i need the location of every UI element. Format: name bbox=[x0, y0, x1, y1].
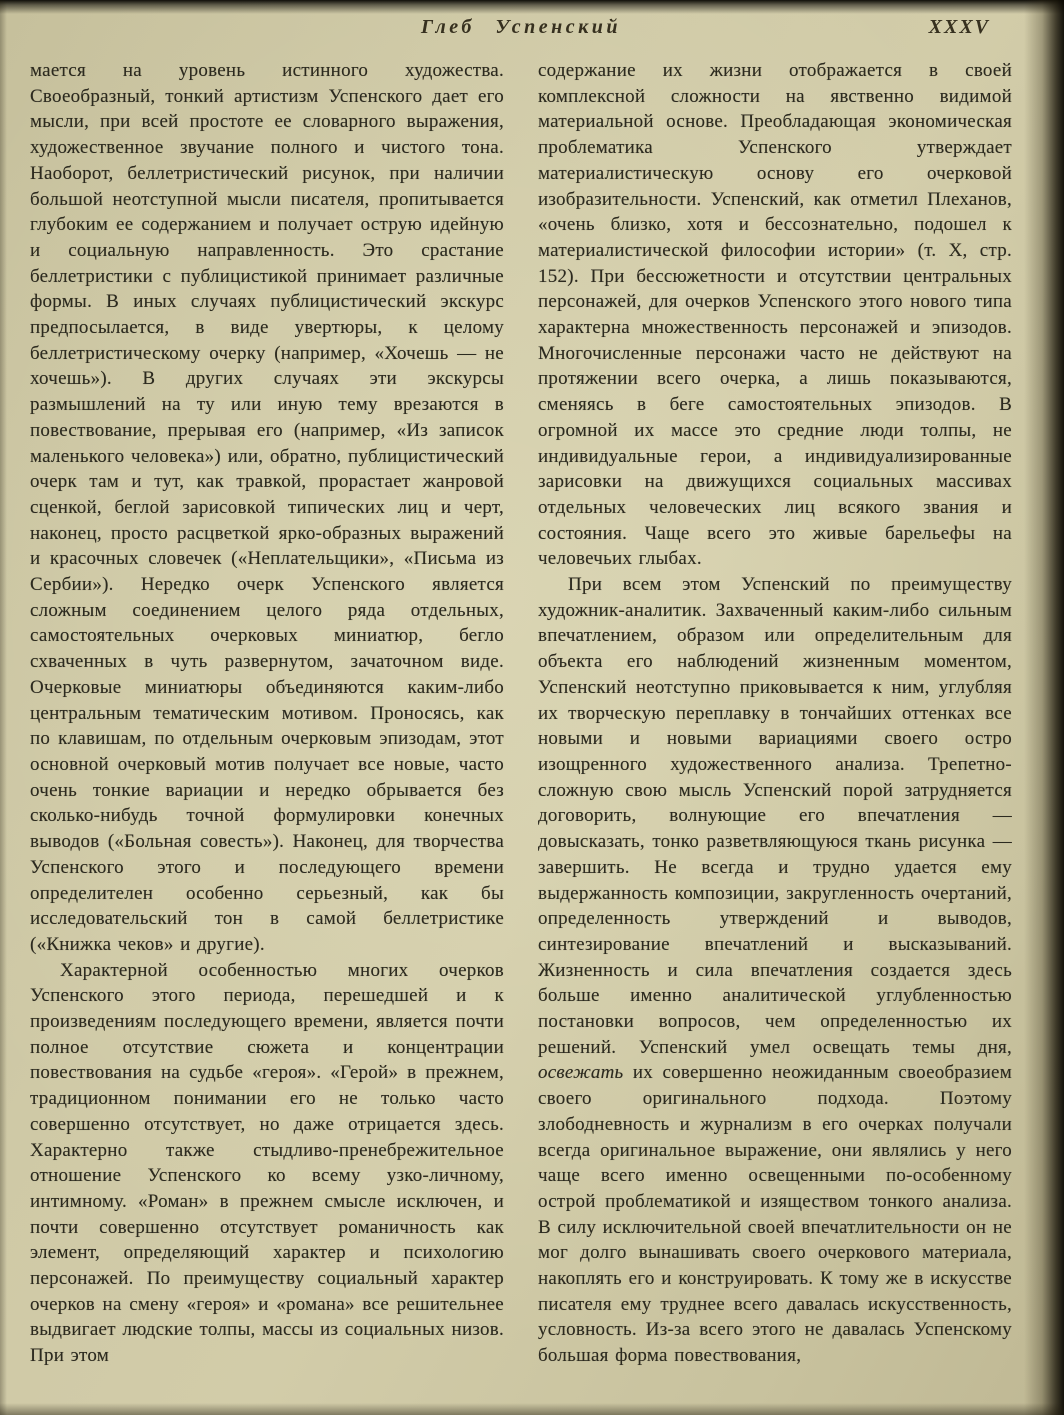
scan-shadow-left bbox=[0, 0, 7, 1415]
page-header bbox=[30, 16, 1012, 48]
running-title: Глеб Успенский bbox=[420, 16, 622, 38]
scan-shadow-right bbox=[1024, 0, 1064, 1415]
paragraph-text: При всем этом Успенский по преимуществу художник-аналитик. Захваченный каким-либо сильным впечатлением, образом или определительным для объекта его наблюдений жизненным моментом, Успенский неотступно приковывается к ним, углубляя их творческую переплавку в тончайших оттенках все новыми и новыми вариациями своего остро изощренного художественного анализа. Трепетно-сложную свою мысль Успенский порой затрудняется договорить, волнующие его впечатления — довысказать, тонко разветвляющуюся ткань рисунка — завершить. Не всегда и трудно удается ему выдержанность композиции, закругленность очертаний, определенность утверждений и выводов, синтезирование впечатлений и высказываний. Жизненность и сила впечатления создается здесь больше именно аналитической углубленностью постановки вопросов, чем определенностью их решений. Успенский умел освещать темы дня, bbox=[538, 574, 1012, 1058]
scan-shadow-top bbox=[0, 0, 1064, 14]
page-number: XXXV bbox=[928, 16, 990, 38]
text-columns bbox=[30, 58, 1012, 1378]
left-column bbox=[30, 58, 504, 1378]
paragraph: Характерной особенностью многих очерков Успенского этого периода, перешедшей и к произведениям последующего времени, является почти полное отсутствие сюжета и концентрации повествования на судьбе «героя». «Герой» в прежнем, традиционном понимании его не только часто совершенно отсутствует, но даже отрицается здесь. Характерно также стыдливо-пренебрежительное отношение Успенского ко всему узко-личному, интимному. «Роман» в прежнем смысле исключен, и почти совершенно отсутствует романичность как элемент, определяющий характер и психологию персонажей. По преимуществу социальный характер очерков на смену «героя» и «романа» все решительнее выдвигает людские толпы, массы из социальных низов. При этом bbox=[30, 959, 504, 1367]
paragraph-text: их совершенно неожиданным своеобразием своего оригинального подхода. Поэтому злободневность и журнализм в его очерках получали всегда оригинальное выражение, они являлись у него чаще всего именно освещенными по-особенному острой проблематикой и изяществом тонкого анализа. В силу исключительной своей впечатлительности он не мог долго вынашивать своего очеркового материала, накоплять его и конструировать. К тому же в искусстве писателя ему труднее всего давалась искусственность, условность. Из-за всего этого не давалась Успенскому большая форма повествования, bbox=[538, 1062, 1012, 1367]
paragraph-continuation: содержание их жизни отображается в своей комплексной сложности на явственно видимой материальной основе. Преобладающая экономическая проблематика Успенского утверждает материалистическую основу его очерковой изобразительности. Успенский, как отметил Плеханов, «очень близко, хотя и бессознательно, подошел к материалистической философии истории» (т. X, стр. 152). При бессюжетности и отсутствии центральных персонажей, для очерков Успенского этого нового типа характерна множественность персонажей и эпизодов. Многочисленные персонажи часто не действуют на протяжении всего очерка, а лишь показываются, сменяясь в беге самостоятельных эпизодов. В огромной их массе это средние люди толпы, не индивидуальные герои, а индивидуализированные зарисовки на движущихся социальных массивах отдельных человеческих лиц всякого звания и состояния. Чаще всего это живые барельефы на человечьих глыбах. bbox=[538, 60, 1012, 570]
scan-shadow-bottom bbox=[0, 1403, 1064, 1415]
emphasized-word: освежать bbox=[538, 1062, 624, 1084]
paragraph bbox=[538, 572, 1012, 1369]
right-column bbox=[538, 58, 1012, 1378]
paragraph-continuation: мается на уровень истинного художества. Своеобразный, тонкий артистизм Успенского дает его мысли, при всей простоте ее словарного выражения, художественное звучание полного и чистого тона. Наоборот, беллетристический рисунок, при наличии большой неотступной мысли писателя, пропитывается глубоким ее содержанием и получает острую идейную и социальную направленность. Это срастание беллетристики с публицистикой принимает различные формы. В иных случаях публицистический экскурс предпосылается, в виде увертюры, к целому беллетристическому очерку (например, «Хочешь — не хочешь»). В других случаях эти экскурсы размышлений на ту или иную тему врезаются в повествование, прерывая его (например, «Из записок маленького человека») или, обратно, публицистический очерк там и тут, как травкой, прорастает жанровой сценкой, беглой зарисовкой типических лиц и черт, наконец, просто расцветкой ярко-образных выражений и красочных словечек («Неплательщики», «Письма из Сербии»). Нередко очерк Успенского является сложным соединением целого ряда отдельных, самостоятельных очерковых миниатюр, бегло схваченных в чуть развернутом, зачаточном виде. Очерковые миниатюры объединяются каким-либо центральным тематическим мотивом. Проносясь, как по клавишам, по отдельным очерковым эпизодам, этот основной очерковый мотив получает все новые, часто очень тонкие вариации и нередко обрывается без сколько-нибудь точной формулировки конечных выводов («Больная совесть»). Наконец, для творчества Успенского этого и последующего времени определителен особенно серьезный, как бы исследовательский тон в самой беллетристике («Книжка чеков» и другие). bbox=[30, 60, 504, 955]
